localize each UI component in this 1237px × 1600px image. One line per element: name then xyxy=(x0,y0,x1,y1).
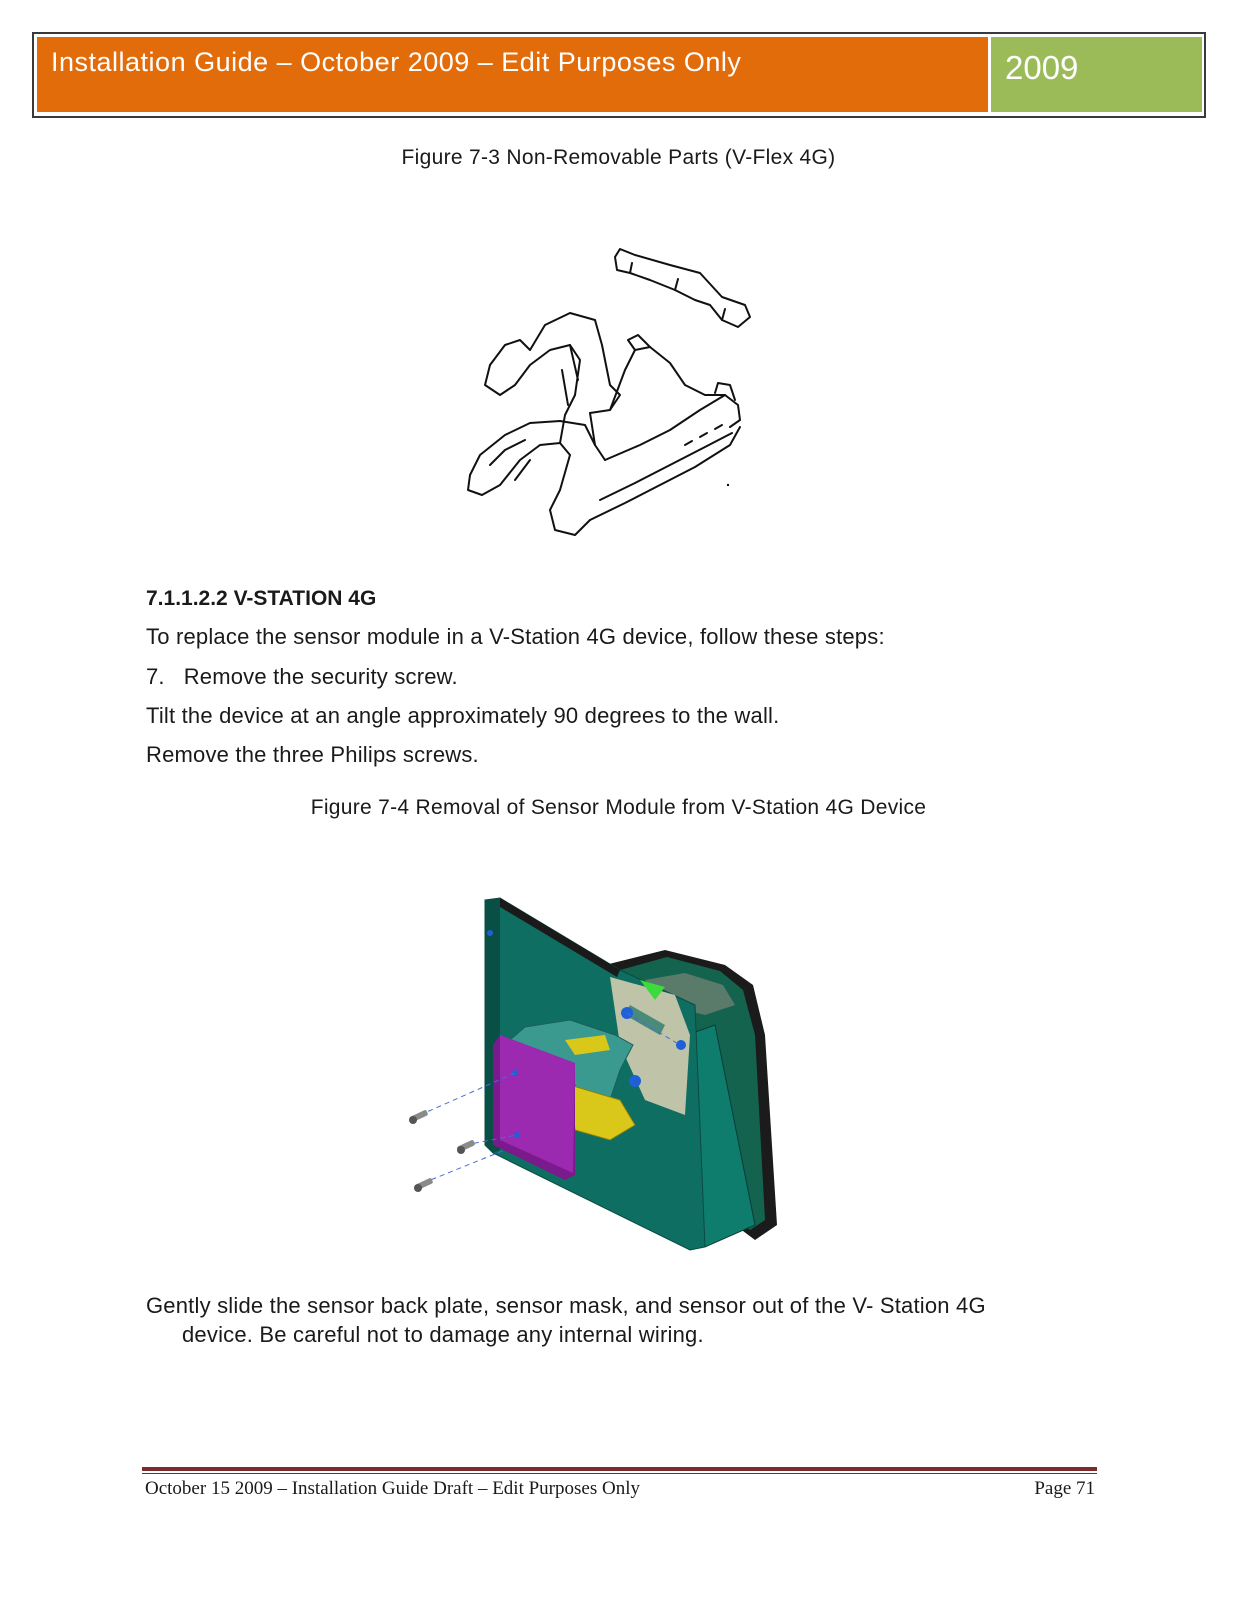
figure-7-3-caption: Figure 7-3 Non-Removable Parts (V-Flex 4G) xyxy=(401,146,836,169)
tilt-paragraph: Tilt the device at an angle approximately 90 degrees to the wall. xyxy=(146,703,780,728)
closing-paragraph xyxy=(146,1291,1066,1349)
closing-line-1: Gently slide the sensor back plate, sensor mask, and sensor out of the V- Station 4G xyxy=(146,1293,986,1318)
intro-paragraph: To replace the sensor module in a V-Station 4G device, follow these steps: xyxy=(146,624,885,649)
section-heading: 7.1.1.2.2 V-STATION 4G xyxy=(146,587,377,610)
remove-screws-paragraph: Remove the three Philips screws. xyxy=(146,742,479,767)
non-removable-parts-drawing xyxy=(460,245,760,545)
page-number: Page 71 xyxy=(1034,1478,1095,1499)
figure-7-4-caption: Figure 7-4 Removal of Sensor Module from V-Station 4G Device xyxy=(310,796,927,819)
sensor-module-removal-illustration xyxy=(405,895,795,1265)
step-7 xyxy=(146,664,458,690)
header-year: 2009 xyxy=(991,37,1202,112)
step-text: Remove the security screw. xyxy=(183,664,458,689)
closing-line-2: device. Be careful not to damage any internal wiring. xyxy=(182,1322,704,1347)
step-number: 7. xyxy=(146,664,165,689)
footer-rule-thin xyxy=(142,1473,1097,1474)
header-title: Installation Guide – October 2009 – Edit Purposes Only xyxy=(37,37,988,112)
footer-text: October 15 2009 – Installation Guide Draft – Edit Purposes Only xyxy=(145,1478,640,1499)
footer-rule xyxy=(142,1467,1097,1471)
